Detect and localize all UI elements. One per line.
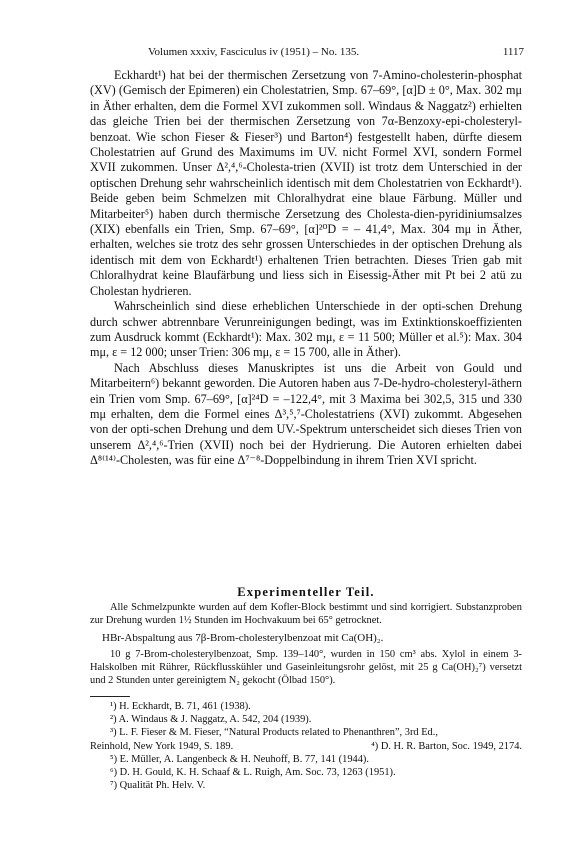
procedure-title: HBr-Abspaltung aus 7β-Brom-cholesterylbenzoat mit Ca(OH)₂.: [102, 632, 384, 644]
footnote: ²) A. Windaus & J. Naggatz, A. 542, 204 (1939).: [110, 714, 312, 726]
paragraph: Wahrscheinlich sind diese erheblichen Unterschiede in der opti-schen Drehung durch schwer abtrennbare Verunreinigungen bedingt, was im Extinktionskoeffizienten zum Ausdruck kommt (Eckhardt¹): Max. 302 mμ, ε = 11 500; Müller et al.⁵): Max. 304 mμ, ε = 12 000; unser Trien: 306 mμ, ε = 15 700, alle in Äther).: [90, 299, 522, 360]
paragraph: Eckhardt¹) hat bei der thermischen Zersetzung von 7-Amino-cholesterin-phosphat (XV) (Gemisch der Epimeren) ein Cholestatrien, Smp. 67–69°, [α]D ± 0°, Max. 302 mμ in Äther erhalten, dem die Formel XVI zukommen soll. Windaus & Naggatz²) erhielten das gleiche Trien bei der thermischen Zersetzung von 7α-Benzoxy-epi-cholesteryl-benzoat. Wie schon Fieser & Fieser³) und Barton⁴) festgestellt haben, dürfte diesem Cholestatrien auf Grund des Maximums im UV. nicht Formel XVI, sondern Formel XVII zukommen. Unser Δ²,⁴,⁶-Cholesta-trien (XVII) ist trotz dem Unterschied in der optischen Drehung sehr wahrscheinlich identisch mit dem Cholestatrien von Eckhardt¹). Beide geben beim Schmelzen mit Chloralhydrat eine blaue Färbung. Müller und Mitarbeiter⁵) haben durch thermische Zersetzung des Cholesta-dien-pyridiniumsalzes (XIX) ebenfalls ein Trien, Smp. 67–69°, [α]²⁰D = – 41,4°, Max. 304 mμ in Äther, erhalten, welches sie trotz des sehr grossen Unterschiedes in der optischen Drehung als identisch mit dem von Eckhardt¹) erhaltenen Trien betrachten. Dieses Trien gab mit Chloralhydrat keine Blaufärbung und liess sich in Eisessig-Äther mit Pt bei 2 atü zu Cholestan hydrieren.: [90, 68, 522, 298]
procedure-paragraph: 10 g 7-Brom-cholesterylbenzoat, Smp. 139–140°, wurden in 150 cm³ abs. Xylol in einem 3-Halskolben mit Rührer, Rückflusskühler und Gaseinleitungsrohr gelöst, mit 25 g Ca(OH)₂⁷) versetzt und 2 Stunden unter gereinigtem N₂ gekocht (Ölbad 150°).: [90, 649, 522, 686]
experimental-intro: [90, 601, 522, 627]
footnote: ³) L. F. Fieser & M. Fieser, “Natural Products related to Phenanthren”, 3rd Ed.,: [110, 727, 438, 739]
procedure-text: [90, 648, 522, 687]
main-text: [90, 68, 522, 469]
page-number: 1117: [502, 46, 524, 58]
running-title: Volumen xxxiv, Fasciculus iv (1951) – No. 135.: [148, 46, 360, 58]
running-header: [148, 44, 524, 60]
footnote: ¹) H. Eckhardt, B. 71, 461 (1938).: [110, 701, 251, 712]
footnote-divider: [90, 696, 130, 697]
footnote: ⁵) E. Müller, A. Langenbeck & H. Neuhoff, B. 77, 141 (1944).: [110, 753, 369, 765]
procedure-heading: [90, 632, 522, 645]
footnote-continuation: Reinhold, New York 1949, S. 189.: [90, 740, 234, 752]
footnote-row: [90, 740, 522, 753]
section-heading: Experimenteller Teil.: [237, 585, 375, 599]
footnote: ⁷) Qualität Ph. Helv. V.: [110, 780, 206, 792]
footnote: ⁴) D. H. R. Barton, Soc. 1949, 2174.: [371, 740, 522, 752]
footnote: ⁶) D. H. Gould, K. H. Schaaf & L. Ruigh, Am. Soc. 73, 1263 (1951).: [110, 767, 396, 779]
footnotes: [90, 700, 522, 792]
paragraph: Nach Abschluss dieses Manuskriptes ist uns die Arbeit von Gould und Mitarbeitern⁶) bekannt geworden. Die Autoren haben aus 7-De-hydro-cholesteryl-äthern ein Trien vom Smp. 67–69°, [α]²⁴D = –122,4°, mit 3 Maxima bei 302,5, 315 und 330 mμ erhalten, dem die Formel eines Δ³,⁵,⁷-Cholestatriens (XVI) zukommt. Abgesehen von der opti-schen Drehung und dem UV.-Spektrum unterscheidet sich dieses Trien von unserem Δ²,⁴,⁶-Trien (XVII) noch bei der Hydrierung. Die Autoren erhielten dabei Δ⁸⁽¹⁴⁾-Cholesten, was für eine Δ⁷⁻⁸-Doppelbindung in ihrem Trien XVI spricht.: [90, 360, 522, 468]
intro-text: Alle Schmelzpunkte wurden auf dem Kofler-Block bestimmt und sind korrigiert. Substanzproben zur Drehung wurden 1½ Stunden im Hochvakuum bei 65° getrocknet.: [90, 602, 522, 626]
